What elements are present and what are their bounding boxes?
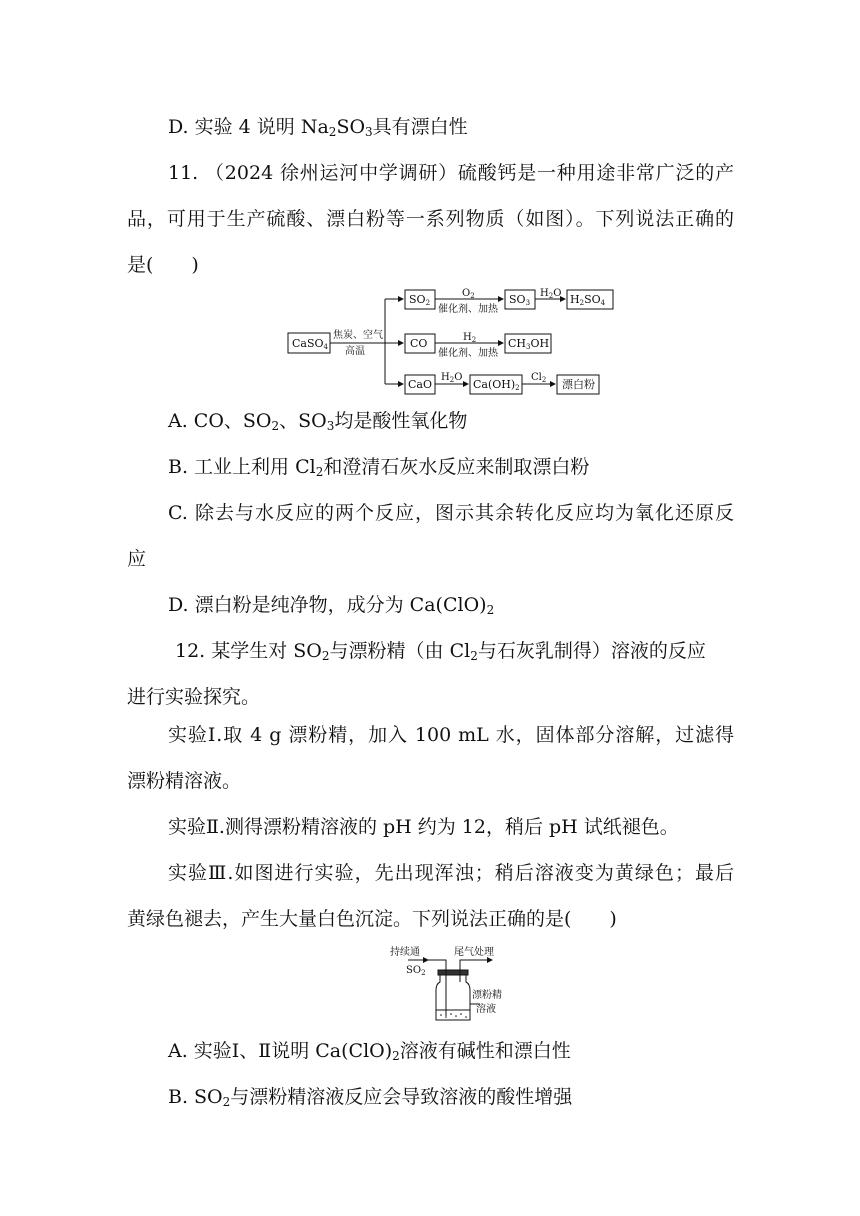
h2o-label-2: $H_2O$ [441,372,463,384]
o2-label: $O_2$ [462,288,475,300]
q12-stem-line-2: 进行实验探究。 [127,686,261,708]
q11-option-a: A. CO、$SO_2$、$SO_3$均是酸性氧化物 [168,410,468,433]
catalyst-label-2: 催化剂、加热 [438,348,498,359]
arrow-top-label: 焦炭、空气 [333,330,383,341]
q12-exp1-line-1: 实验Ⅰ.取 4 g 漂粉精，加入 100 mL 水，固体部分溶解，过滤得 [168,724,734,746]
q12-option-b: B. $SO_2$与漂粉精溶液反应会导致溶液的酸性增强 [168,1086,573,1109]
q11-flow-diagram [285,287,615,399]
q11-option-d: D. 漂白粉是纯净物，成分为 $Ca(ClO)_2$ [168,594,495,617]
q12-apparatus-diagram [388,942,508,1028]
so2-label: SO2 [409,293,431,307]
q12-exp3-line-2: 黄绿色褪去，产生大量白色沉淀。下列说法正确的是( ) [127,908,617,930]
bottle [436,974,470,1020]
h2-label: $H_2$ [463,332,477,344]
q12-option-a: A. 实验Ⅰ、Ⅱ说明 $Ca(ClO)_2$溶液有碱性和漂白性 [168,1040,571,1063]
q11-stem-line-1: 11. （2024 徐州运河中学调研）硫酸钙是一种用途非常广泛的产 [168,162,734,184]
q11-option-c-line-1: C. 除去与水反应的两个反应，图示其余转化反应均为氧化还原反 [168,502,734,524]
cl2-label: $Cl_2$ [531,372,547,384]
q10-option-d: D. 实验 4 说明 $Na_2SO_3$具有漂白性 [168,116,468,139]
stopper [438,970,468,975]
h2so4-label: H2SO4 [570,293,606,307]
arrow-bottom-label: 高温 [345,346,365,357]
cao-label: CaO [408,378,432,391]
q11-stem-line-2: 品，可用于生产硫酸、漂白粉等一系列物质（如图）。下列说法正确的 [127,208,734,230]
catalyst-label-1: 催化剂、加热 [438,304,498,315]
q12-stem-line-1: 12. 某学生对 $SO_2$与漂粉精（由 $Cl_2$与石灰乳制得）溶液的反应 [175,640,706,663]
ch3oh-label: CH3OH [508,337,550,351]
q12-exp1-line-2: 漂粉精溶液。 [127,770,242,792]
bleach-label: 漂白粉 [562,378,595,391]
solution-label-2: 溶液 [476,1004,496,1015]
q12-exp3-line-1: 实验Ⅲ.如图进行实验，先出现浑浊；稍后溶液变为黄绿色；最后 [168,862,734,884]
caoh2-label: Ca(OH)2 [473,378,520,392]
co-label: CO [410,337,428,350]
q11-option-b: B. 工业上利用 $Cl_2$和澄清石灰水反应来制取漂白粉 [168,456,590,479]
h2o-label-1: $H_2O$ [540,288,562,300]
caso4-label: CaSO4 [292,337,328,351]
q11-stem-line-3: 是( ) [127,254,199,276]
q11-option-c-line-2: 应 [127,548,147,570]
so3-label: SO3 [509,293,531,307]
inlet-label: 持续通 [390,947,420,958]
inlet-gas-label: $SO_2$ [406,965,426,977]
outlet-label: 尾气处理 [454,947,494,958]
q12-exp2: 实验Ⅱ.测得漂粉精溶液的 pH 约为 12，稍后 pH 试纸褪色。 [168,816,679,838]
solution-label-1: 漂粉精 [472,990,502,1001]
